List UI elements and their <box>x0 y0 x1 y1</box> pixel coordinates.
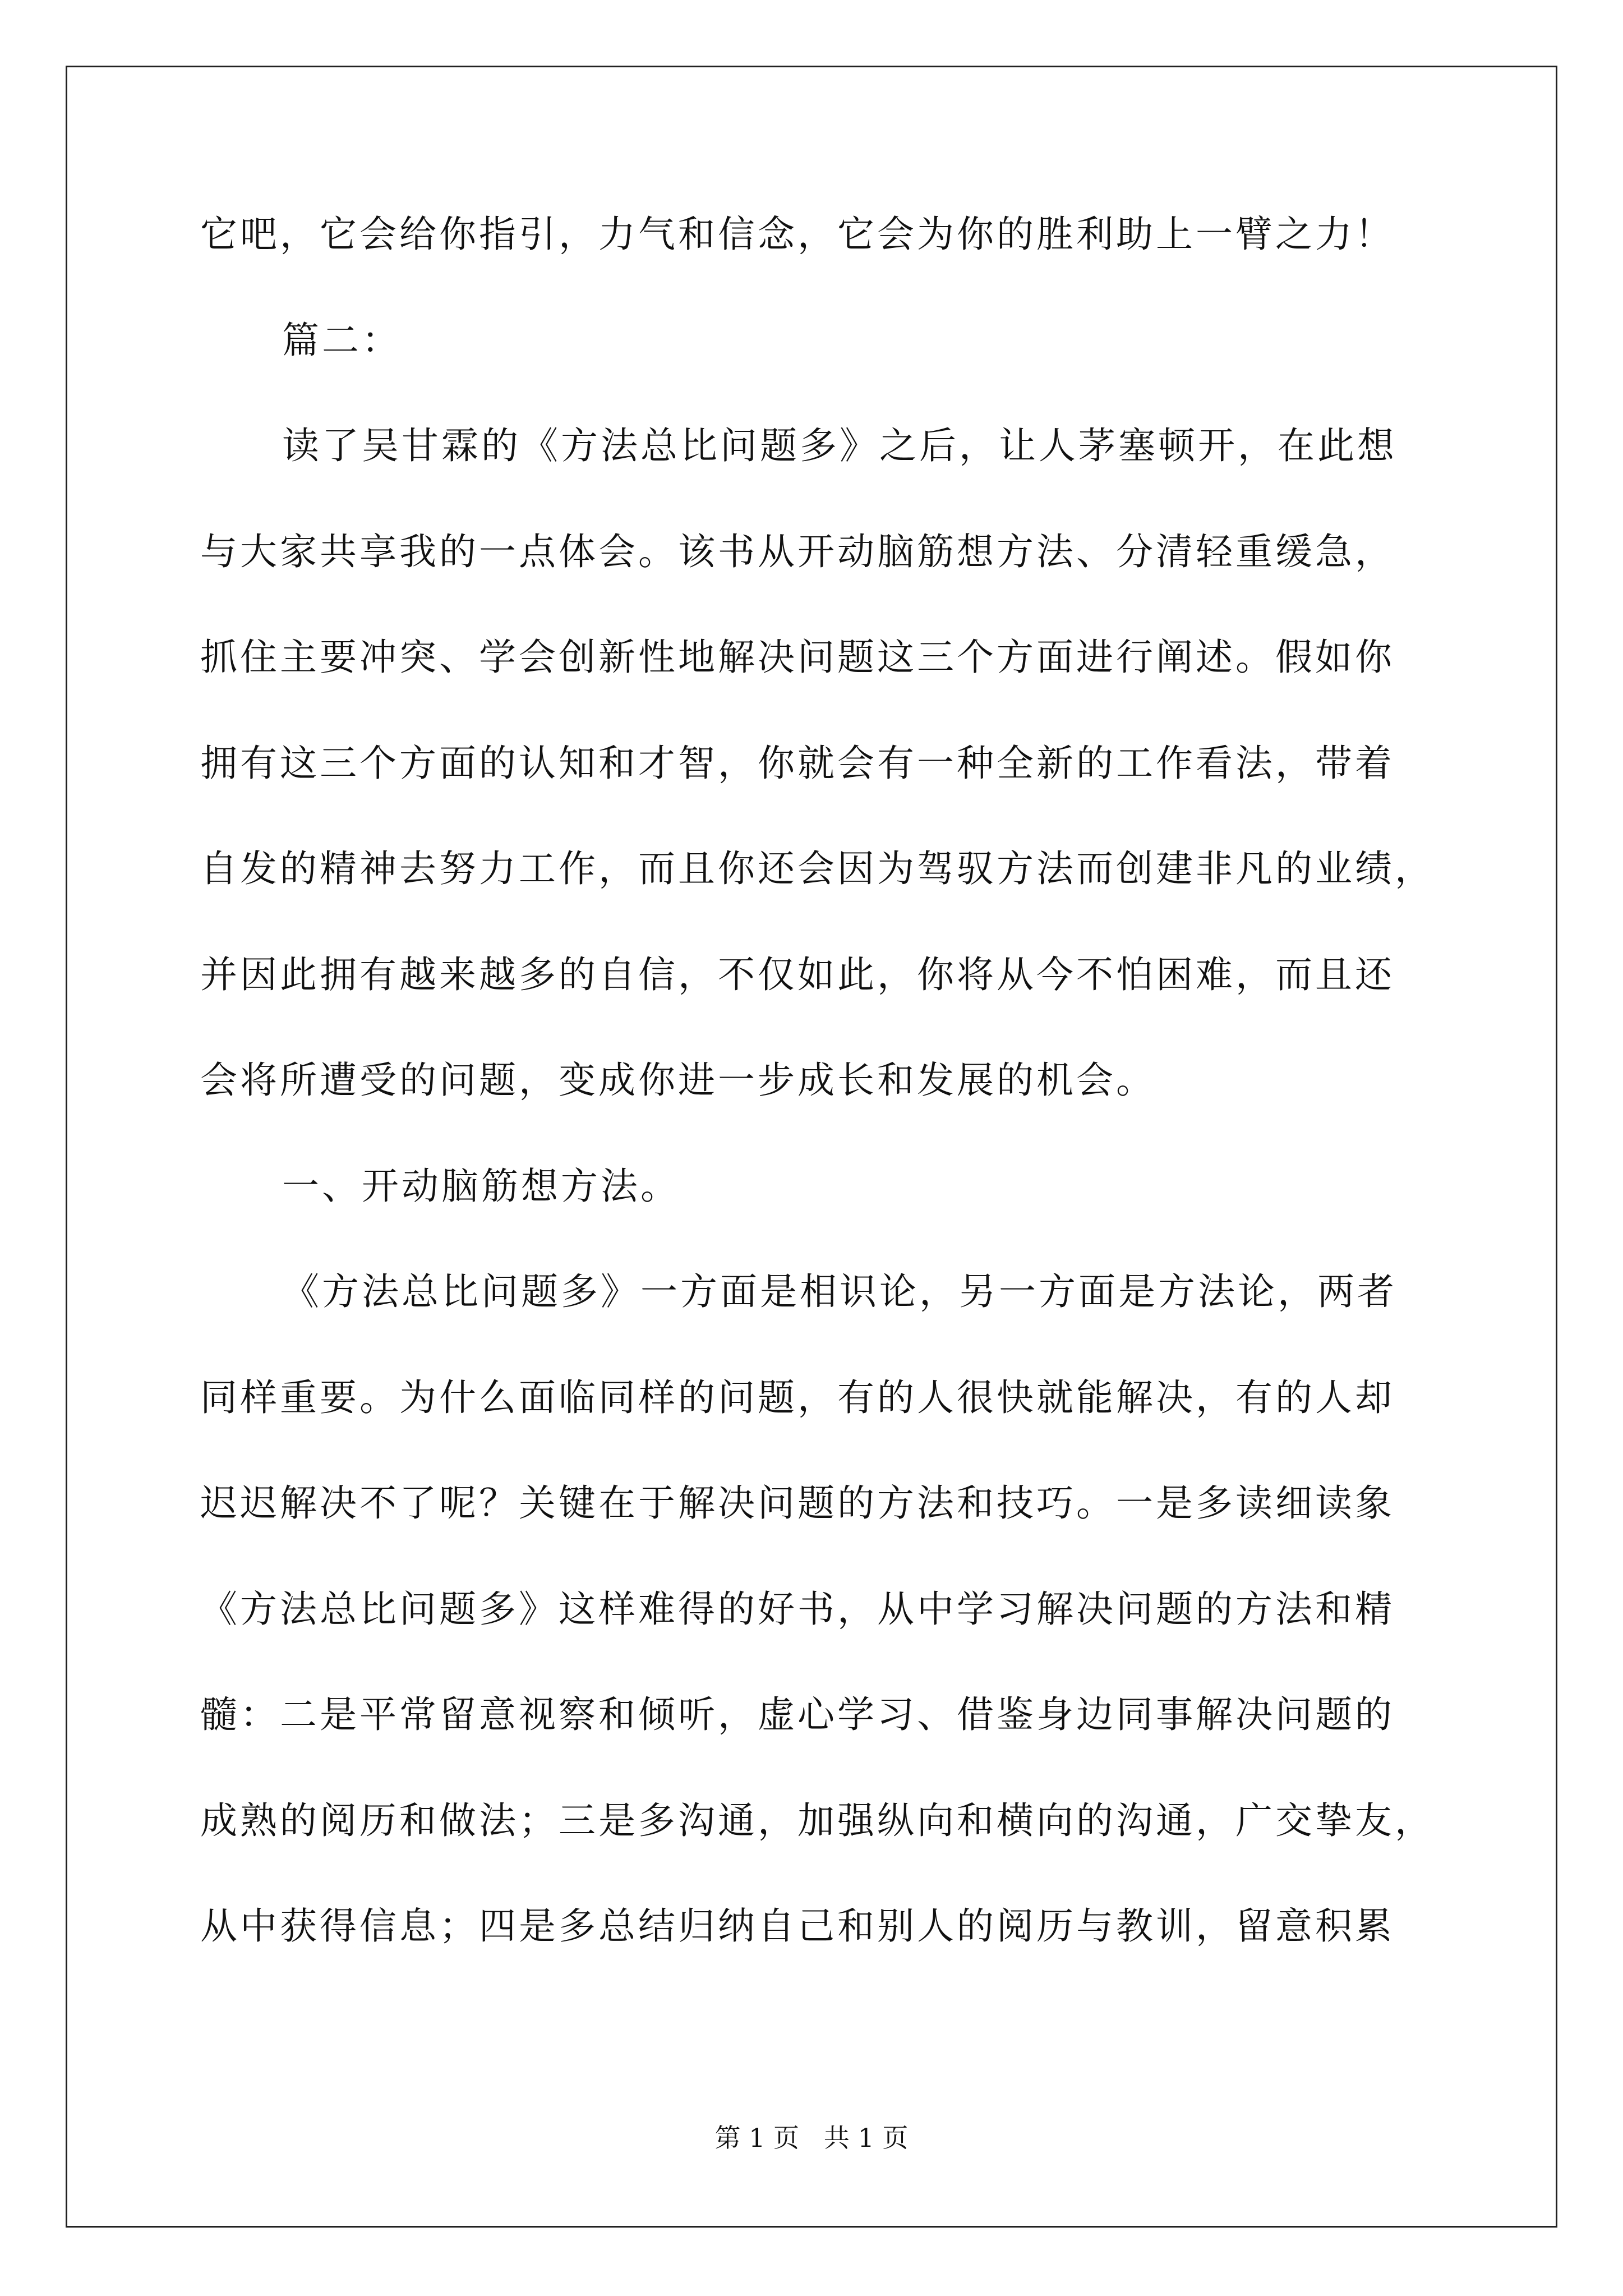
text-line: 与大家共享我的一点体会。该书从开动脑筋想方法、分清轻重缓急， <box>200 530 1395 573</box>
text-line: 从中获得信息；四是多总结归纳自己和别人的阅历与教训，留意积累 <box>200 1904 1395 1948</box>
subsection-heading: 一、开动脑筋想方法。 <box>282 1164 680 1208</box>
text-line: 并因此拥有越来越多的自信，不仅如此，你将从今不怕困难，而且还 <box>200 953 1395 996</box>
text-line: 自发的精神去努力工作，而且你还会因为驾驭方法而创建非凡的业绩， <box>200 847 1435 890</box>
text-line: 《方法总比问题多》一方面是相识论，另一方面是方法论，两者 <box>282 1270 1397 1313</box>
section-heading: 篇二： <box>282 318 402 362</box>
text-line: 拥有这三个方面的认知和才智，你就会有一种全新的工作看法，带着 <box>200 741 1395 785</box>
text-line: 成熟的阅历和做法；三是多沟通，加强纵向和横向的沟通，广交挚友， <box>200 1798 1435 1842</box>
text-line: 《方法总比问题多》这样难得的好书，从中学习解决问题的方法和精 <box>200 1587 1395 1631</box>
page-footer: 第 1 页 共 1 页 <box>714 2123 909 2153</box>
text-line: 会将所遭受的问题，变成你进一步成长和发展的机会。 <box>200 1059 1156 1102</box>
document-body <box>200 213 1468 2014</box>
text-line: 抓住主要冲突、学会创新性地解决问题这三个方面进行阐述。假如你 <box>200 636 1395 679</box>
text-line: 髓：二是平常留意视察和倾听，虚心学习、借鉴身边同事解决问题的 <box>200 1693 1395 1736</box>
text-line: 它吧，它会给你指引，力气和信念，它会为你的胜利助上一臂之力！ <box>200 213 1395 256</box>
text-line: 同样重要。为什么面临同样的问题，有的人很快就能解决，有的人却 <box>200 1375 1395 1419</box>
text-line: 迟迟解决不了呢？关键在于解决问题的方法和技巧。一是多读细读象 <box>200 1481 1395 1525</box>
text-line: 读了吴甘霖的《方法总比问题多》之后，让人茅塞顿开，在此想 <box>282 424 1397 467</box>
